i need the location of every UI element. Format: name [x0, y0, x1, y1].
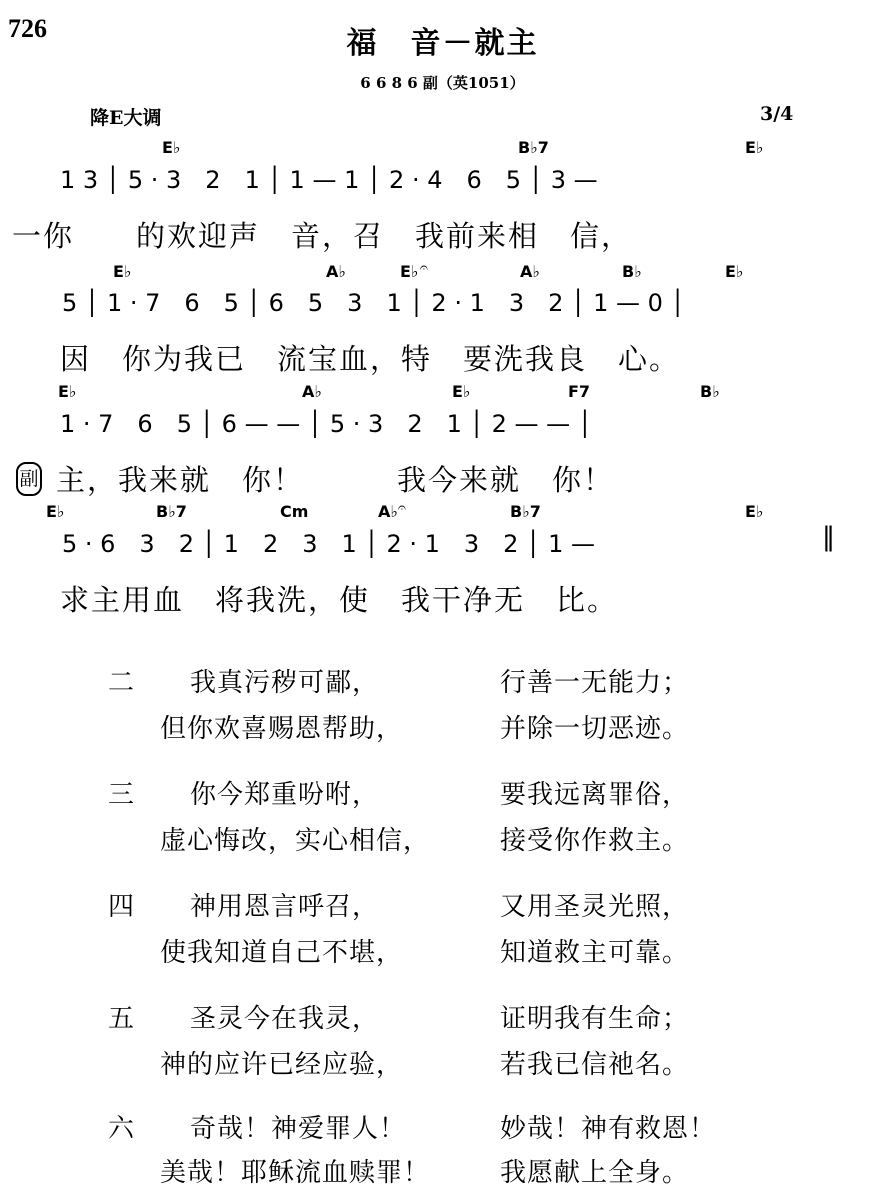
verse-line: 使我知道自己不堪，	[160, 938, 404, 968]
chord-symbol: B♭7	[156, 502, 187, 521]
meter-info: 6 6 8 6 副（英1051）	[360, 74, 525, 92]
notation-line: 5 · 6 3 2 │ 1 2 3 1 │ 2 · 1 3 2 │ 1 —	[62, 530, 596, 558]
verse-line: 证明我有生命；	[500, 1004, 690, 1034]
chord-symbol: E♭	[725, 262, 744, 281]
verse-line: 妙哉！神有救恩！	[500, 1114, 717, 1144]
lyric-line: 一你 的欢迎声 音，召 我前来相 信，	[12, 219, 633, 253]
verse-line: 虚心悔改，实心相信，	[160, 826, 431, 856]
verse-line: 神用恩言呼召，	[190, 892, 380, 922]
notation-line: 5 │ 1 · 7 6 5 │ 6 5 3 1 │ 2 · 1 3 2 │ 1 — 0 │	[62, 289, 685, 317]
chord-symbol: Cm	[280, 502, 309, 521]
chord-symbol: E♭	[400, 262, 419, 281]
verse-line: 美哉！耶稣流血赎罪！	[160, 1158, 431, 1188]
verse-line: 我愿献上全身。	[500, 1158, 690, 1188]
chord-symbol: E♭	[113, 262, 132, 281]
chord-symbol: E♭	[452, 382, 471, 401]
fermata-icon: 𝄐	[398, 500, 406, 516]
chord-symbol: A♭	[520, 262, 540, 281]
verse-line: 但你欢喜赐恩帮助，	[160, 714, 404, 744]
chord-symbol: E♭	[162, 138, 181, 157]
chord-symbol: B♭7	[510, 502, 541, 521]
notation-line: 1 · 7 6 5 │ 6 — — │ 5 · 3 2 1 │ 2 — — │	[60, 410, 593, 438]
lyric-line: 求主用血 将我洗，使 我干净无 比。	[60, 583, 619, 617]
chord-symbol: B♭	[622, 262, 642, 281]
chord-symbol: E♭	[58, 382, 77, 401]
lyric-line: 主，我来就 你！ 我今来就 你！	[56, 463, 615, 497]
refrain-label: 副	[16, 462, 42, 496]
verse-number: 三	[108, 780, 135, 810]
lyric-line: 因 你为我已 流宝血，特 要洗我良 心。	[60, 342, 681, 376]
key-signature: 降E大调	[90, 107, 162, 129]
notation-line: 1 3 │ 5 · 3 2 1 │ 1 — 1 │ 2 · 4 6 5 │ 3 —	[60, 166, 598, 194]
chord-symbol: A♭	[326, 262, 346, 281]
verse-line: 圣灵今在我灵，	[190, 1004, 380, 1034]
time-signature: 3/4	[760, 103, 794, 125]
verse-line: 并除一切恶迹。	[500, 714, 690, 744]
verse-line: 行善一无能力；	[500, 668, 690, 698]
chord-symbol: E♭	[46, 502, 65, 521]
verse-line: 知道救主可靠。	[500, 938, 690, 968]
verse-line: 我真污秽可鄙，	[190, 668, 380, 698]
verse-number: 五	[108, 1004, 135, 1034]
verse-line: 奇哉！神爱罪人！	[190, 1114, 407, 1144]
verse-line: 若我已信祂名。	[500, 1050, 690, 1080]
chord-symbol: B♭7	[518, 138, 549, 157]
verse-number: 六	[108, 1114, 135, 1144]
verse-line: 要我远离罪俗，	[500, 780, 690, 810]
chord-symbol: F7	[568, 382, 591, 401]
chord-symbol: B♭	[700, 382, 720, 401]
hymn-title: 福 音－就主	[346, 26, 539, 61]
hymn-number: 726	[8, 14, 47, 43]
chord-symbol: E♭	[745, 138, 764, 157]
chord-symbol: E♭	[745, 502, 764, 521]
verse-line: 接受你作救主。	[500, 826, 690, 856]
fermata-icon: 𝄐	[420, 260, 428, 276]
verse-line: 你今郑重吩咐，	[190, 780, 380, 810]
chord-symbol: A♭	[302, 382, 322, 401]
chord-symbol: A♭	[378, 502, 398, 521]
final-barline: ‖	[822, 522, 835, 552]
verse-number: 四	[108, 892, 135, 922]
verse-line: 神的应许已经应验，	[160, 1050, 404, 1080]
verse-number: 二	[108, 668, 135, 698]
verse-line: 又用圣灵光照，	[500, 892, 690, 922]
